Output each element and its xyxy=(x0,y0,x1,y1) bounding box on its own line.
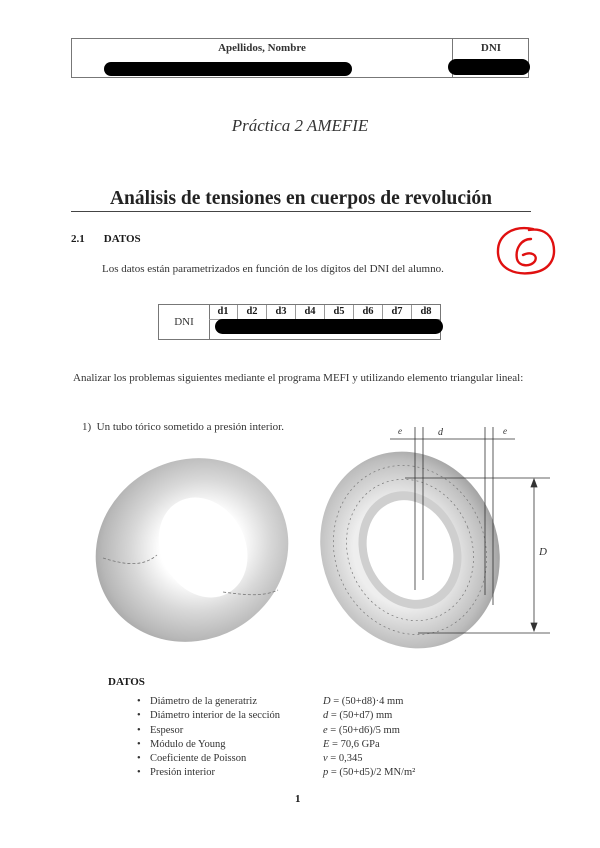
digit-header: d7 xyxy=(383,305,412,319)
title-divider xyxy=(71,211,531,212)
practice-subtitle: Práctica 2 AMEFIE xyxy=(231,116,369,135)
list-item: • Presión interior p = (50+d5)/2 MN/m² xyxy=(137,767,416,779)
grade-circle-mark xyxy=(493,225,559,277)
section-heading xyxy=(71,233,141,245)
torus-3d-figure xyxy=(85,445,300,655)
page-number: 1 xyxy=(295,793,301,805)
dni-digits-redaction xyxy=(215,319,443,334)
dni-label: DNI xyxy=(480,42,502,54)
list-item: • Diámetro de la generatriz D = (50+d8)·4 mm xyxy=(137,696,404,707)
dim-label-e-left: e xyxy=(398,426,402,436)
name-label: Apellidos, Nombre xyxy=(218,42,306,54)
problem-statement xyxy=(82,419,284,435)
dni-row-label: DNI xyxy=(159,305,210,339)
section-title: DATOS xyxy=(103,233,141,245)
section-intro: Los datos están parametrizados en función de los dígitos del DNI del alumno. xyxy=(102,263,444,275)
digit-header: d2 xyxy=(238,305,267,319)
instructions-text: Analizar los problemas siguientes mediante el programa MEFI y utilizando elemento triangular lineal: xyxy=(73,372,524,384)
digit-header: d3 xyxy=(267,305,296,319)
bullet-icon: • xyxy=(137,767,141,779)
digit-header: d5 xyxy=(325,305,354,319)
digit-header: d4 xyxy=(296,305,325,319)
list-item: • Coeficiente de Poisson ν = 0,345 xyxy=(137,753,363,765)
datos-list xyxy=(137,696,477,782)
digit-header: d8 xyxy=(420,306,432,317)
problem-text: Un tubo tórico sometido a presión interior. xyxy=(96,421,284,433)
section-number: 2.1 xyxy=(71,233,85,245)
dim-label-d: d xyxy=(438,427,443,438)
bullet-icon: • xyxy=(137,738,141,750)
dim-label-e-right: e xyxy=(503,426,507,436)
list-item: • Espesor e = (50+d6)/5 mm xyxy=(137,724,400,736)
dim-label-D: D xyxy=(539,546,547,558)
list-item: • Módulo de Young E = 70,6 GPa xyxy=(137,738,380,750)
digit-header: d1 xyxy=(209,305,238,319)
digit-header: d6 xyxy=(354,305,383,319)
bullet-icon: • xyxy=(137,753,141,765)
dni-digits-table xyxy=(158,304,441,340)
list-item: • Diámetro interior de la sección d = (50+d7) mm xyxy=(137,710,393,722)
bullet-icon: • xyxy=(137,710,141,722)
bullet-icon: • xyxy=(137,724,141,736)
problem-number: 1) xyxy=(82,421,92,433)
digit-headers xyxy=(209,305,440,320)
page-title: Análisis de tensiones en cuerpos de revolución xyxy=(109,188,493,209)
datos-heading: DATOS xyxy=(108,676,145,688)
student-info-table xyxy=(71,38,529,78)
bullet-icon: • xyxy=(137,696,141,707)
torus-section-figure xyxy=(310,415,570,650)
dni-redaction xyxy=(448,59,530,75)
name-redaction xyxy=(104,62,352,76)
